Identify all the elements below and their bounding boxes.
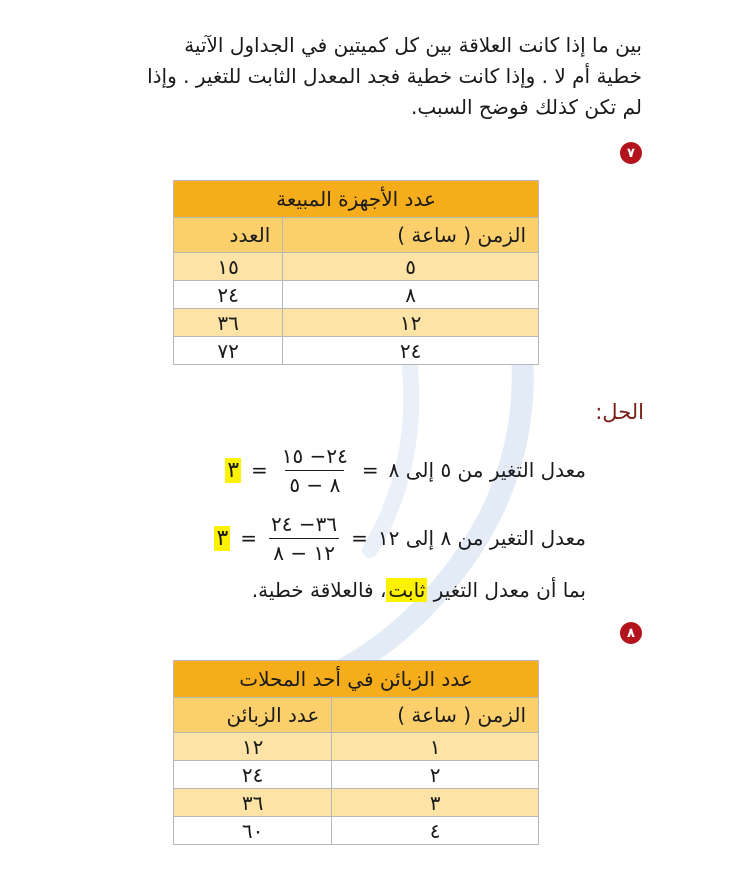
table-row [174, 337, 539, 365]
rate-equation-1 [225, 440, 586, 500]
fraction-numerator: ٢٤− ١٥ [281, 443, 348, 468]
fraction-denominator: ٨ − ٥ [285, 470, 344, 497]
instructions-line-1: بين ما إذا كانت العلاقة بين كل كميتين في الجداول الآتية [184, 33, 642, 57]
rate-fraction-2 [267, 512, 341, 565]
table-row [174, 281, 539, 309]
table-cell: ٨ [283, 281, 539, 309]
rate-equation-1-label: معدل التغير من ٥ إلى ٨ [388, 458, 586, 482]
rate-equation-2 [214, 508, 586, 568]
equals-sign: = [240, 526, 258, 550]
instructions-line-3: لم تكن كذلك فوضح السبب. [411, 95, 642, 119]
table-row [174, 761, 539, 789]
table-cell: ١٢ [174, 733, 332, 761]
table-cell: ٢٤ [174, 281, 283, 309]
instructions-text [102, 30, 642, 123]
table-row [174, 733, 539, 761]
table-row [174, 817, 539, 845]
customers-table-caption: عدد الزبائن في أحد المحلات [174, 661, 539, 698]
equals-sign: = [361, 458, 379, 482]
table-cell: ٣٦ [174, 309, 283, 337]
conclusion-prefix: بما أن معدل التغير [433, 578, 586, 602]
table-cell: ٦٠ [174, 817, 332, 845]
table-cell: ٤ [332, 817, 539, 845]
table-cell: ١ [332, 733, 539, 761]
table-row [174, 309, 539, 337]
table-cell: ٣٦ [174, 789, 332, 817]
table-row [174, 253, 539, 281]
table-cell: ٢٤ [174, 761, 332, 789]
customers-header-time: الزمن ( ساعة ) [332, 698, 539, 733]
rate-fraction-1 [278, 444, 352, 497]
fraction-numerator: ٣٦− ٢٤ [271, 511, 338, 536]
equals-sign: = [351, 526, 368, 550]
devices-header-count: العدد [174, 218, 283, 253]
fraction-denominator: ١٢ − ٨ [269, 538, 339, 565]
table-row [174, 789, 539, 817]
rate-result-2: ٣ [216, 525, 229, 551]
rate-equation-2-label: معدل التغير من ٨ إلى ١٢ [377, 526, 586, 550]
rate-result-1: ٣ [227, 457, 240, 483]
instructions-line-2: خطية أم لا . وإذا كانت خطية فجد المعدل الثابت للتغير . وإذا [147, 64, 642, 88]
table-cell: ٢٤ [283, 337, 539, 365]
table-cell: ١٥ [174, 253, 283, 281]
devices-sold-table [173, 180, 539, 365]
customers-table [173, 660, 539, 845]
conclusion-highlight: ثابت [388, 578, 426, 602]
table-cell: ٧٢ [174, 337, 283, 365]
problem-8-number-badge: ٨ [620, 622, 642, 644]
conclusion-suffix: ، فالعلاقة خطية. [251, 578, 387, 602]
table-cell: ١٢ [283, 309, 539, 337]
solution-label: الحل: [595, 400, 644, 424]
equals-sign: = [251, 458, 268, 482]
devices-table-caption: عدد الأجهزة المبيعة [174, 181, 539, 218]
table-cell: ٣ [332, 789, 539, 817]
table-cell: ٢ [332, 761, 539, 789]
conclusion-text [252, 578, 586, 602]
table-cell: ٥ [283, 253, 539, 281]
customers-header-count: عدد الزبائن [174, 698, 332, 733]
problem-7-number-badge: ٧ [620, 142, 642, 164]
devices-header-time: الزمن ( ساعة ) [283, 218, 539, 253]
